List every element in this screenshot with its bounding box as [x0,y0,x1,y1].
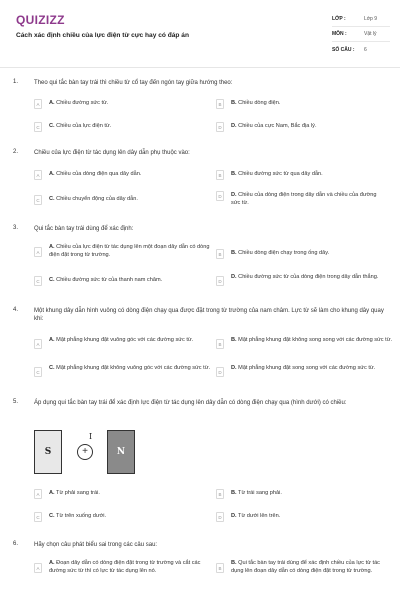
question-number: 3. [13,225,19,231]
option-box[interactable]: B [216,489,224,499]
option-box[interactable]: D [216,191,224,201]
option-text: Chiều của lực điện từ tác dụng lên một đoạn dây dẫn có dòng điện đặt trong từ trường. [49,244,210,258]
option-letter: B. [231,100,237,106]
option-text: Chiều của dòng điện qua dây dẫn. [56,171,142,177]
option-text: Đoạn dây dẫn có dòng điện đặt trong từ trường và cắt các đường sức từ thì có lực từ tác dụng lên nó. [49,560,201,574]
option-letter: B. [231,560,237,566]
current-label: I [89,432,93,441]
meta-row-subject [332,27,390,42]
option-c[interactable] [34,195,204,205]
option-box[interactable]: B [216,563,224,573]
option-b[interactable] [216,170,386,180]
option-text: Từ trên xuống dưới. [56,513,107,519]
question-text: Theo qui tắc bàn tay trái thì chiều từ cổ tay đến ngón tay giữa hướng theo: [34,80,233,86]
option-c[interactable] [34,512,204,522]
option-text: Chiều đường sức từ qua dây dẫn. [238,171,323,177]
option-c[interactable] [34,276,204,286]
page-header [0,0,400,68]
option-letter: D. [231,192,237,198]
option-text: Từ dưới lên trên. [238,513,281,519]
option-b[interactable] [216,489,386,499]
option-box[interactable]: D [216,512,224,522]
south-pole-magnet: S [34,430,62,474]
option-letter: A. [49,100,55,106]
meta-table [332,12,390,57]
option-letter: C. [49,123,55,129]
option-letter: C. [49,365,55,371]
option-letter: B. [231,490,237,496]
option-d[interactable] [216,191,386,207]
option-box[interactable]: B [216,170,224,180]
option-box[interactable]: B [216,339,224,349]
option-box[interactable]: A [34,247,42,257]
option-text: Chiều đường sức từ. [56,100,109,106]
option-b[interactable] [216,249,386,259]
quizizz-logo: QUIZIZZ [16,13,65,27]
option-box[interactable]: D [216,276,224,286]
question-text: Áp dụng qui tắc bàn tay trái để xác định lực điện từ tác dụng lên dây dẫn có dòng điện chạy qua (hình dưới) có chiều: [34,400,347,406]
option-text: Mặt phẳng khung đặt không song song với các đường sức từ. [238,337,392,343]
option-letter: C. [49,277,55,283]
option-a[interactable] [34,243,212,259]
option-d[interactable] [216,364,392,377]
meta-value: Lớp 9 [364,16,378,22]
option-box[interactable]: C [34,195,42,205]
option-letter: A. [49,244,55,250]
option-letter: A. [49,490,55,496]
option-letter: D. [231,123,237,129]
option-box[interactable]: C [34,367,42,377]
option-box[interactable]: C [34,512,42,522]
option-a[interactable] [34,336,212,349]
option-text: Từ trái sang phải. [238,490,282,496]
option-box[interactable]: A [34,563,42,573]
option-c[interactable] [34,122,204,132]
question-text: Qui tắc bàn tay trái dùng để xác định: [34,226,134,232]
option-letter: B. [231,337,237,343]
option-text: Chiều của lực điện từ. [56,123,112,129]
option-text: Chiều dòng điện. [238,100,281,106]
option-d[interactable] [216,273,386,286]
meta-row-grade [332,12,390,27]
meta-value: Vật lý [364,31,377,37]
option-box[interactable]: A [34,170,42,180]
option-box[interactable]: C [34,276,42,286]
option-letter: D. [231,274,237,280]
meta-row-count [332,42,390,57]
wire-cross-section-icon: + [77,444,93,460]
north-pole-magnet: N [107,430,135,474]
option-a[interactable] [34,489,204,499]
option-text: Chiều đường sức từ của dòng điện trong dây dẫn thẳng. [238,274,379,280]
option-d[interactable] [216,512,386,522]
option-a[interactable] [34,559,212,575]
option-letter: C. [49,196,55,202]
option-box[interactable]: A [34,489,42,499]
option-b[interactable] [216,559,392,575]
option-a[interactable] [34,170,204,180]
page-title: Cách xác định chiều của lực điện từ cực hay có đáp án [16,32,189,39]
option-text: Chiều của cực Nam, Bắc địa lý. [238,123,317,129]
option-a[interactable] [34,99,204,109]
option-box[interactable]: B [216,249,224,259]
option-text: Chiều của dòng điện trong dây dẫn và chiều của đường sức từ. [231,192,377,206]
option-d[interactable] [216,122,386,132]
magnet-figure [34,428,144,478]
option-text: Qui tắc bàn tay trái dùng để xác định chiều của lực từ tác dụng lên đoạn dây dẫn có dòng điện đặt trong từ trường. [231,560,380,574]
option-letter: B. [231,250,237,256]
option-text: Chiều dòng điện chạy trong ống dây. [238,250,330,256]
meta-value: 6 [364,46,367,53]
option-text: Mặt phẳng khung đặt song song với các đường sức từ. [238,365,376,371]
option-box[interactable]: A [34,99,42,109]
option-c[interactable] [34,364,212,377]
option-box[interactable]: A [34,339,42,349]
meta-label: LỚP : [332,16,346,22]
question-number: 4. [13,307,19,313]
option-letter: D. [231,365,237,371]
option-b[interactable] [216,99,386,109]
question-number: 2. [13,149,19,155]
option-box[interactable]: D [216,367,224,377]
meta-label: SỐ CÂU : [332,46,355,53]
question-number: 6. [13,541,19,547]
option-box[interactable]: B [216,99,224,109]
question-text: Một khung dây dẫn hình vuông có dòng điện chạy qua được đặt trong từ trường của nam châm. Lực từ sẽ làm cho khung dây quay khi: [34,308,384,322]
option-text: Mặt phẳng khung đặt vuông góc với các đường sức từ. [56,337,194,343]
option-letter: A. [49,171,55,177]
option-letter: A. [49,560,55,566]
option-box[interactable]: C [34,122,42,132]
option-text: Từ phải sang trái. [56,490,100,496]
question-text: Chiều của lực điện từ tác dụng lên dây dẫn phụ thuộc vào: [34,150,190,156]
option-text: Chiều đường sức từ của thanh nam châm. [56,277,163,283]
option-letter: A. [49,337,55,343]
question-text: Hãy chọn câu phát biểu sai trong các câu sau: [34,542,158,548]
option-letter: B. [231,171,237,177]
meta-label: MÔN : [332,31,347,37]
question-number: 1. [13,79,19,85]
option-letter: C. [49,513,55,519]
option-b[interactable] [216,336,392,349]
option-text: Mặt phẳng khung đặt không vuông góc với các đường sức từ. [56,365,210,371]
option-box[interactable]: D [216,122,224,132]
question-number: 5. [13,399,19,405]
option-text: Chiều chuyển động của dây dẫn. [56,196,138,202]
option-letter: D. [231,513,237,519]
